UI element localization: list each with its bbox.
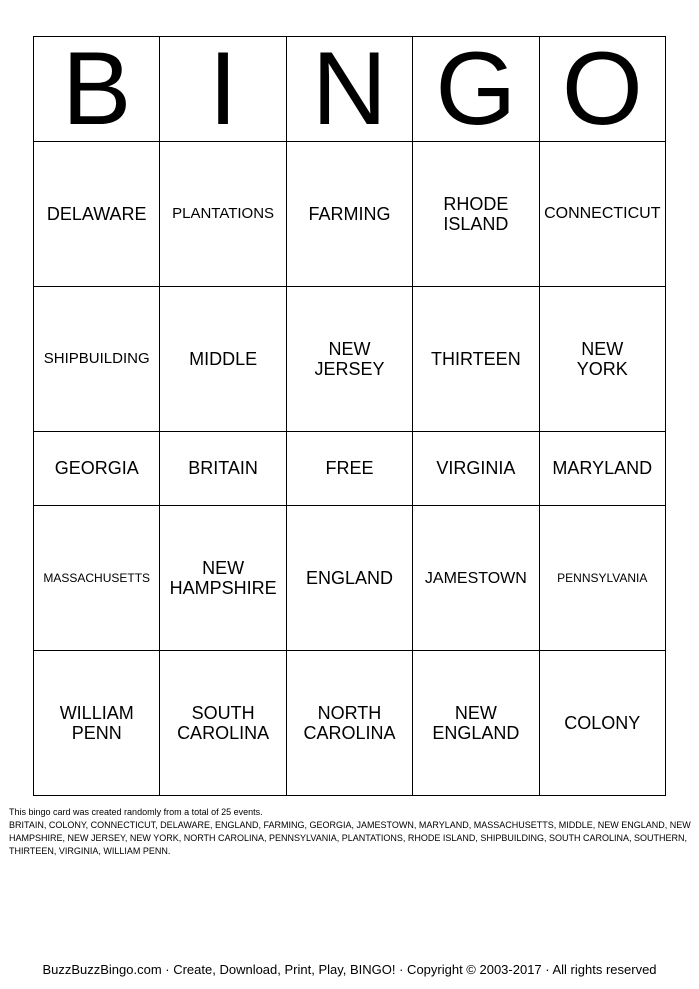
bingo-cell <box>539 286 665 431</box>
bingo-cell <box>539 431 665 505</box>
cell-label: NEW HAMPSHIRE <box>169 558 277 599</box>
cell-label: BRITAIN <box>188 458 258 479</box>
bingo-cell <box>286 651 412 796</box>
bingo-cell <box>160 286 286 431</box>
cell-label: SHIPBUILDING <box>43 349 150 367</box>
cell-label: NEW JERSEY <box>314 338 385 379</box>
bingo-cell <box>539 506 665 651</box>
bingo-cell <box>160 142 286 287</box>
header-letter-g: G <box>413 37 539 142</box>
bingo-cell <box>160 431 286 505</box>
bingo-cell <box>34 142 160 287</box>
cell-label: FARMING <box>308 203 391 224</box>
bingo-cell <box>34 651 160 796</box>
bingo-cell <box>160 506 286 651</box>
bingo-cell <box>34 286 160 431</box>
cell-label: NEW ENGLAND <box>432 703 520 744</box>
card-note <box>9 806 694 858</box>
bingo-row-4 <box>34 506 666 651</box>
bingo-row-2 <box>34 286 666 431</box>
header-letter-b: B <box>34 37 160 142</box>
cell-label: THIRTEEN <box>431 348 521 369</box>
site-footer: BuzzBuzzBingo.com · Create, Download, Print, Play, BINGO! · Copyright © 2003-2017 · All rights reserved <box>42 962 657 977</box>
cell-label: GEORGIA <box>54 458 139 479</box>
bingo-cell <box>413 286 539 431</box>
cell-label: RHODE ISLAND <box>443 193 509 234</box>
cell-label: MARYLAND <box>552 458 653 479</box>
free-cell <box>286 431 412 505</box>
cell-label: JAMESTOWN <box>424 569 527 587</box>
cell-label: NORTH CAROLINA <box>303 703 396 744</box>
bingo-cell <box>160 651 286 796</box>
cell-label: ENGLAND <box>305 568 393 589</box>
bingo-cell <box>413 431 539 505</box>
bingo-cell <box>539 651 665 796</box>
cell-label: PENNSYLVANIA <box>557 570 648 585</box>
cell-label: WILLIAM PENN <box>59 703 134 744</box>
bingo-card <box>33 36 666 796</box>
cell-label: SOUTH CAROLINA <box>177 703 270 744</box>
cell-label: NEW YORK <box>576 338 628 379</box>
header-letter-o: O <box>539 37 665 142</box>
cell-label: FREE <box>325 458 374 479</box>
bingo-header-row <box>34 37 666 142</box>
note-event-list: BRITAIN, COLONY, CONNECTICUT, DELAWARE, ENGLAND, FARMING, GEORGIA, JAMESTOWN, MARYLAND, MASSACHUSETTS, MIDDLE, NEW ENGLAND, NEW HAMPSHIRE, NEW JERSEY, NEW YORK, NORTH CAROLINA, PENNSYLVANIA, PLANTATIONS, RHODE ISLAND, SHIPBUILDING, SOUTH CAROLINA, SOUTHERN, THIRTEEN, VIRGINIA, WILLIAM PENN. <box>9 820 691 856</box>
bingo-cell <box>413 142 539 287</box>
header-letter-i: I <box>160 37 286 142</box>
header-letter-n: N <box>286 37 412 142</box>
cell-label: CONNECTICUT <box>544 205 661 223</box>
cell-label: VIRGINIA <box>436 458 516 479</box>
bingo-cell <box>286 286 412 431</box>
bingo-cell <box>286 142 412 287</box>
bingo-row-5 <box>34 651 666 796</box>
bingo-cell <box>34 431 160 505</box>
note-intro: This bingo card was created randomly from a total of 25 events. <box>9 807 263 817</box>
bingo-row-3 <box>34 431 666 505</box>
bingo-cell <box>34 506 160 651</box>
cell-label: COLONY <box>564 713 641 734</box>
bingo-cell <box>413 506 539 651</box>
bingo-cell <box>539 142 665 287</box>
cell-label: MIDDLE <box>189 348 258 369</box>
cell-label: MASSACHUSETTS <box>43 570 151 585</box>
bingo-cell <box>286 506 412 651</box>
cell-label: DELAWARE <box>46 203 147 224</box>
bingo-row-1 <box>34 142 666 287</box>
bingo-cell <box>413 651 539 796</box>
cell-label: PLANTATIONS <box>172 204 275 222</box>
